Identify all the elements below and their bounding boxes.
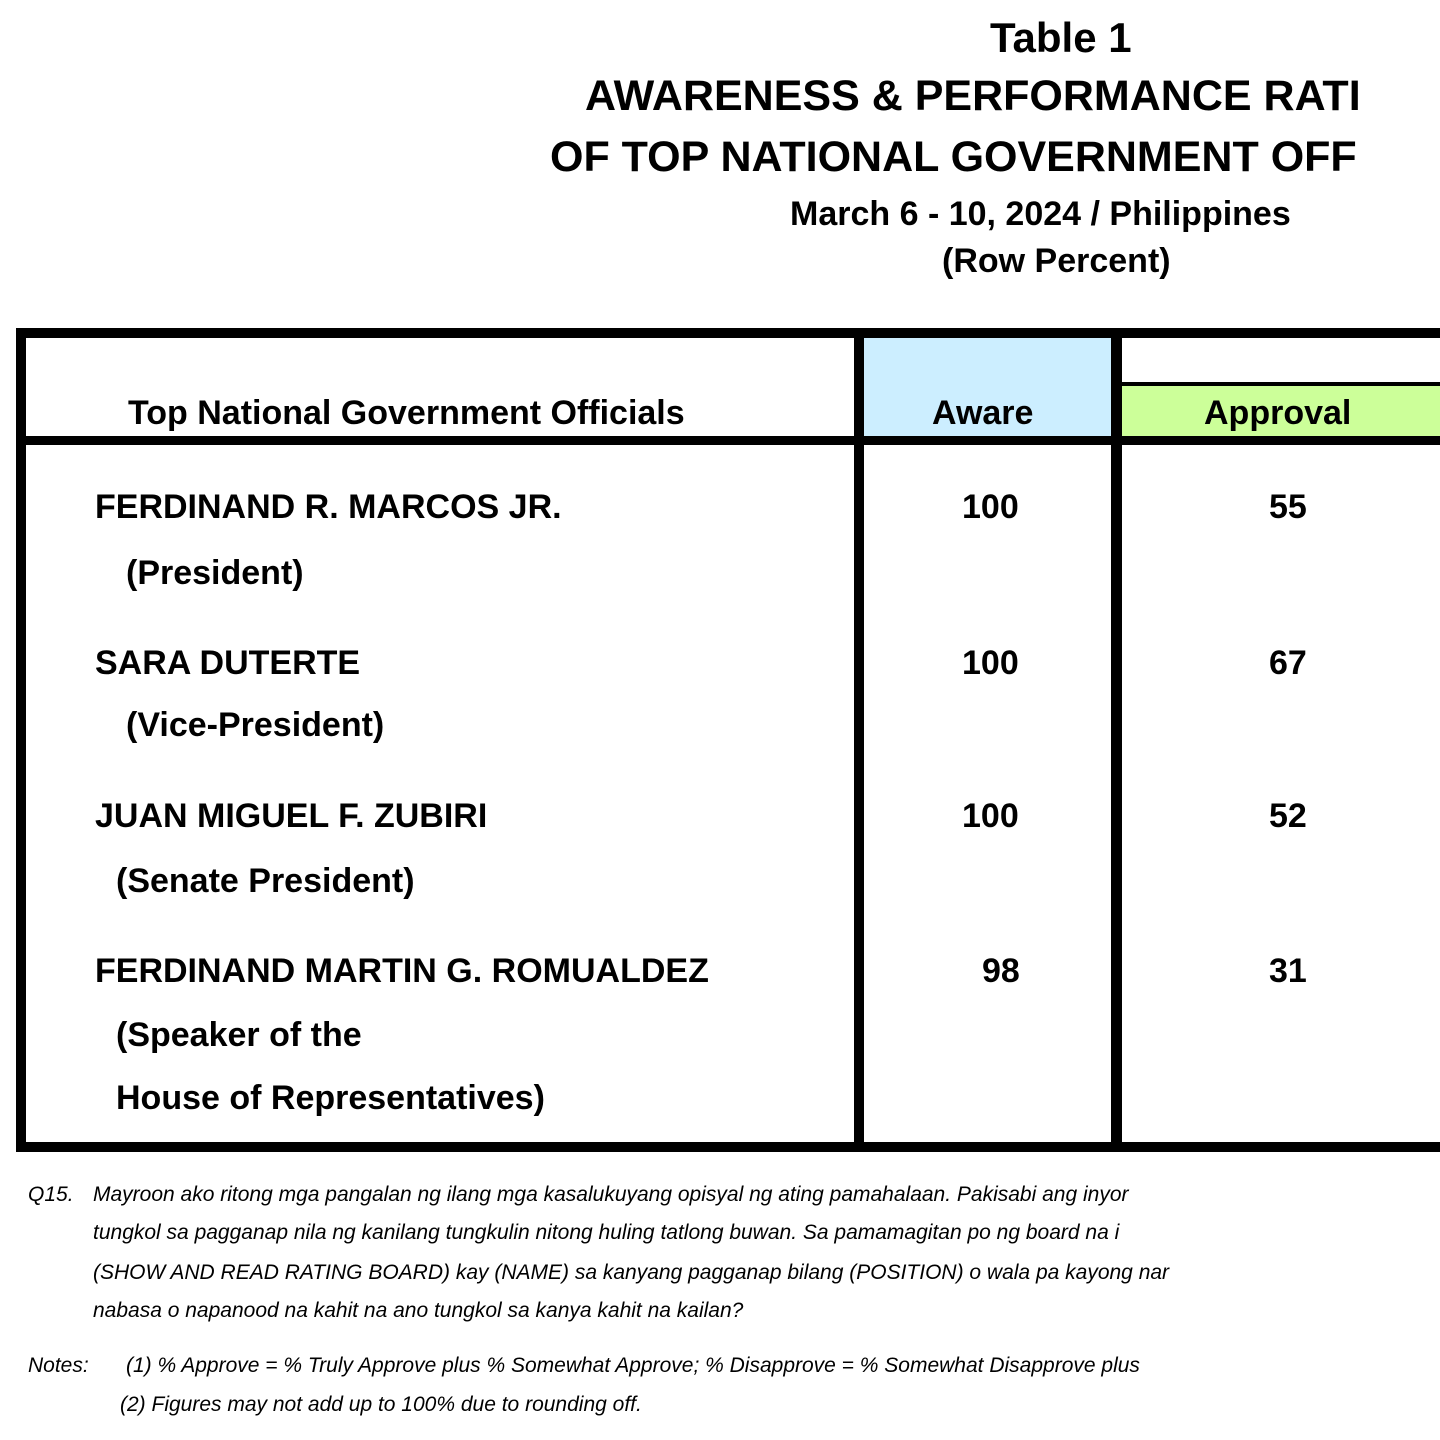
approval-value: 55: [1269, 488, 1307, 526]
question-text-line: tungkol sa pagganap nila ng kanilang tungkulin nitong huling tatlong buwan. Sa pamamagitan po ng board na i: [93, 1221, 1120, 1244]
note-line: (1) % Approve = % Truly Approve plus % Somewhat Approve; % Disapprove = % Somewhat Disapprove plus: [126, 1354, 1140, 1377]
aware-value: 100: [962, 488, 1019, 526]
table-left-border: [16, 328, 26, 1152]
header-divider: [16, 436, 1440, 445]
official-position: (Senate President): [116, 862, 415, 900]
official-position: (Vice-President): [126, 706, 385, 744]
row-percent-label: (Row Percent): [942, 242, 1171, 280]
aware-value: 100: [962, 644, 1019, 682]
note-line: (2) Figures may not add up to 100% due to rounding off.: [120, 1393, 642, 1416]
question-text-line: (SHOW AND READ RATING BOARD) kay (NAME) sa kanyang pagganap bilang (POSITION) o wala pa kayong nar: [93, 1261, 1170, 1284]
official-position: (President): [126, 554, 304, 592]
official-position: (Speaker of the: [116, 1016, 362, 1054]
approval-header-top-line: [1122, 382, 1440, 386]
question-label: Q15.: [28, 1183, 74, 1206]
notes-label: Notes:: [28, 1354, 89, 1377]
official-name: FERDINAND R. MARCOS JR.: [95, 488, 562, 526]
table-bottom-border: [16, 1142, 1440, 1152]
approval-value: 67: [1269, 644, 1307, 682]
table-top-border: [16, 328, 1440, 338]
official-name: FERDINAND MARTIN G. ROMUALDEZ: [95, 952, 709, 990]
approval-value: 31: [1269, 952, 1307, 990]
table-heading-line-1: AWARENESS & PERFORMANCE RATI: [585, 72, 1361, 120]
question-text-line: nabasa o napanood na kahit na ano tungkol sa kanya kahit na kailan?: [93, 1299, 744, 1322]
approval-column-header: Approval: [1204, 394, 1352, 432]
official-position: House of Representatives): [116, 1079, 545, 1117]
aware-value: 100: [962, 797, 1019, 835]
official-name: SARA DUTERTE: [95, 644, 361, 682]
column-divider-1: [854, 328, 864, 1152]
question-text-line: Mayroon ako ritong mga pangalan ng ilang mga kasalukuyang opisyal ng ating pamahalaan. Pakisabi ang inyor: [93, 1183, 1129, 1206]
table-title: Table 1: [990, 14, 1132, 61]
ratings-table: [16, 328, 1440, 1152]
table-heading-line-2: OF TOP NATIONAL GOVERNMENT OFF: [550, 133, 1357, 181]
column-divider-2: [1111, 328, 1122, 1152]
officials-column-header: Top National Government Officials: [128, 394, 685, 432]
survey-dates: March 6 - 10, 2024 / Philippines: [790, 195, 1291, 233]
official-name: JUAN MIGUEL F. ZUBIRI: [95, 797, 488, 835]
aware-column-header: Aware: [932, 394, 1034, 432]
approval-value: 52: [1269, 797, 1307, 835]
aware-value: 98: [982, 952, 1020, 990]
